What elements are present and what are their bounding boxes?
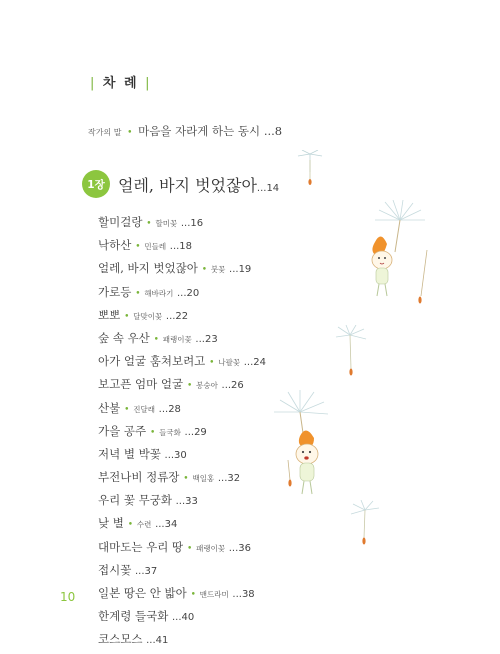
- entry-page: ...29: [184, 426, 207, 438]
- entry-title: 저녁 별 박꽃: [98, 446, 161, 461]
- toc-title: 차 례: [102, 76, 139, 91]
- entry-flower: 들국화: [159, 427, 181, 437]
- entry-page: ...36: [228, 542, 252, 554]
- entry-title: 낮 별: [98, 516, 124, 531]
- seed-child-illustration-right: [355, 200, 445, 310]
- bullet-dot: •: [143, 219, 155, 229]
- toc-entry[interactable]: [98, 605, 266, 628]
- entry-flower: 맨드라미: [199, 590, 229, 599]
- entry-page: ...26: [221, 380, 244, 392]
- entry-flower: 민들레: [144, 242, 167, 252]
- chapter-title: [118, 173, 279, 196]
- entry-page: ...34: [155, 519, 178, 531]
- entry-title: 뽀뽀: [98, 307, 121, 322]
- author-note-label: 작가의 말: [88, 128, 122, 137]
- bullet-dot: •: [187, 590, 199, 600]
- entry-page: ...37: [134, 565, 158, 577]
- entry-flower: 나팔꽃: [218, 358, 241, 368]
- toc-entry[interactable]: [98, 397, 266, 420]
- entry-page: ...23: [195, 333, 218, 345]
- entry-title: 낙하산: [98, 238, 132, 253]
- author-note-title: 마음을 자라게 하는 동시: [138, 124, 261, 138]
- bullet-dot: •: [180, 474, 192, 485]
- author-note-entry[interactable]: [88, 123, 282, 139]
- toc-entry[interactable]: [98, 628, 266, 651]
- toc-list: [98, 211, 266, 652]
- toc-entry[interactable]: [98, 512, 266, 535]
- entry-title: 얼레, 바지 벗었잖아: [98, 261, 198, 276]
- bullet-dot: •: [206, 358, 218, 369]
- bullet-dot: •: [132, 242, 144, 253]
- toc-entry[interactable]: [98, 489, 266, 512]
- entry-title: 가을 공주: [98, 423, 147, 438]
- entry-page: ...38: [232, 589, 255, 600]
- entry-page: ...18: [169, 241, 193, 253]
- chapter-badge: 1장: [82, 170, 110, 198]
- toc-entry[interactable]: [98, 327, 266, 350]
- entry-page: ...22: [165, 310, 189, 322]
- bullet-dot: •: [150, 334, 162, 345]
- chapter-heading[interactable]: [82, 170, 279, 198]
- header-bar-right: |: [145, 76, 152, 91]
- seed-child-illustration-lower: [270, 390, 350, 500]
- entry-title: 숲 속 우산: [98, 330, 150, 345]
- entry-flower: 백일홍: [192, 474, 215, 484]
- toc-entry[interactable]: [98, 373, 266, 396]
- entry-title: 산불: [98, 400, 121, 415]
- toc-entry[interactable]: [98, 536, 266, 559]
- bullet-dot: •: [121, 311, 133, 322]
- bullet-dot: •: [132, 288, 144, 299]
- bullet-dot: •: [147, 427, 159, 438]
- toc-entry[interactable]: [98, 350, 266, 373]
- bullet-dot: •: [198, 265, 210, 276]
- entry-page: ...19: [229, 264, 252, 276]
- entry-page: ...33: [175, 496, 198, 508]
- entry-flower: 수련: [136, 520, 152, 530]
- toc-entry[interactable]: [98, 257, 266, 280]
- toc-entry[interactable]: [98, 420, 266, 443]
- entry-flower: 패랭이꽃: [196, 543, 226, 553]
- dandelion-seed-illustration-top: [290, 150, 330, 190]
- toc-header: [90, 72, 152, 91]
- entry-title: 접시꽃: [98, 562, 132, 577]
- entry-title: 부전나비 정류장: [98, 470, 180, 485]
- toc-entry[interactable]: [98, 281, 266, 304]
- bullet-dot: •: [184, 381, 196, 392]
- author-note-page: ...8: [263, 124, 283, 138]
- bullet-dot: •: [124, 520, 136, 531]
- toc-entry[interactable]: [98, 304, 266, 327]
- entry-title: 할미걸랑: [98, 215, 143, 229]
- entry-title: 우리 꽃 무궁화: [98, 493, 172, 508]
- entry-page: ...24: [243, 357, 266, 369]
- entry-title: 가로등: [98, 284, 132, 299]
- entry-page: ...28: [158, 403, 181, 415]
- entry-flower: 해바라기: [144, 288, 174, 298]
- bullet-dot: •: [127, 128, 133, 138]
- toc-entry[interactable]: [98, 443, 266, 466]
- entry-page: ...41: [146, 635, 169, 647]
- entry-title: 일본 땅은 안 밟아: [98, 586, 187, 600]
- entry-flower: 패랭이꽃: [162, 334, 192, 344]
- page-number: 10: [60, 590, 76, 604]
- toc-entry[interactable]: [98, 211, 266, 234]
- entry-page: ...32: [217, 473, 241, 485]
- dandelion-seed-illustration-middle: [330, 325, 370, 380]
- entry-flower: 봉숭아: [196, 381, 218, 391]
- entry-title: 보고픈 엄마 얼굴: [98, 377, 184, 392]
- entry-title: 아가 얼굴 훔쳐보려고: [98, 354, 206, 369]
- entry-title: 한계령 들국화: [98, 609, 169, 624]
- bullet-dot: •: [121, 404, 133, 415]
- dandelion-seed-illustration-bottom: [345, 500, 385, 550]
- entry-page: ...16: [180, 218, 204, 229]
- chapter-page: ...14: [256, 182, 280, 194]
- chapter-title-text: 얼레, 바지 벗었잖아: [118, 175, 257, 195]
- entry-flower: 붓꽃: [210, 265, 226, 275]
- entry-flower: 진달래: [133, 404, 155, 414]
- entry-title: 대마도는 우리 땅: [98, 539, 184, 554]
- entry-page: ...30: [164, 449, 187, 461]
- toc-entry[interactable]: [98, 234, 266, 257]
- toc-entry[interactable]: [98, 466, 266, 489]
- bullet-dot: •: [184, 543, 196, 554]
- toc-entry[interactable]: [98, 559, 266, 582]
- entry-page: ...40: [171, 612, 195, 624]
- entry-page: ...20: [177, 287, 200, 299]
- toc-entry[interactable]: [98, 582, 266, 605]
- header-bar-left: |: [90, 76, 97, 91]
- entry-title: 코스모스: [98, 632, 143, 647]
- entry-flower: 달맞이꽃: [133, 311, 163, 321]
- entry-flower: 할미꽃: [155, 219, 178, 228]
